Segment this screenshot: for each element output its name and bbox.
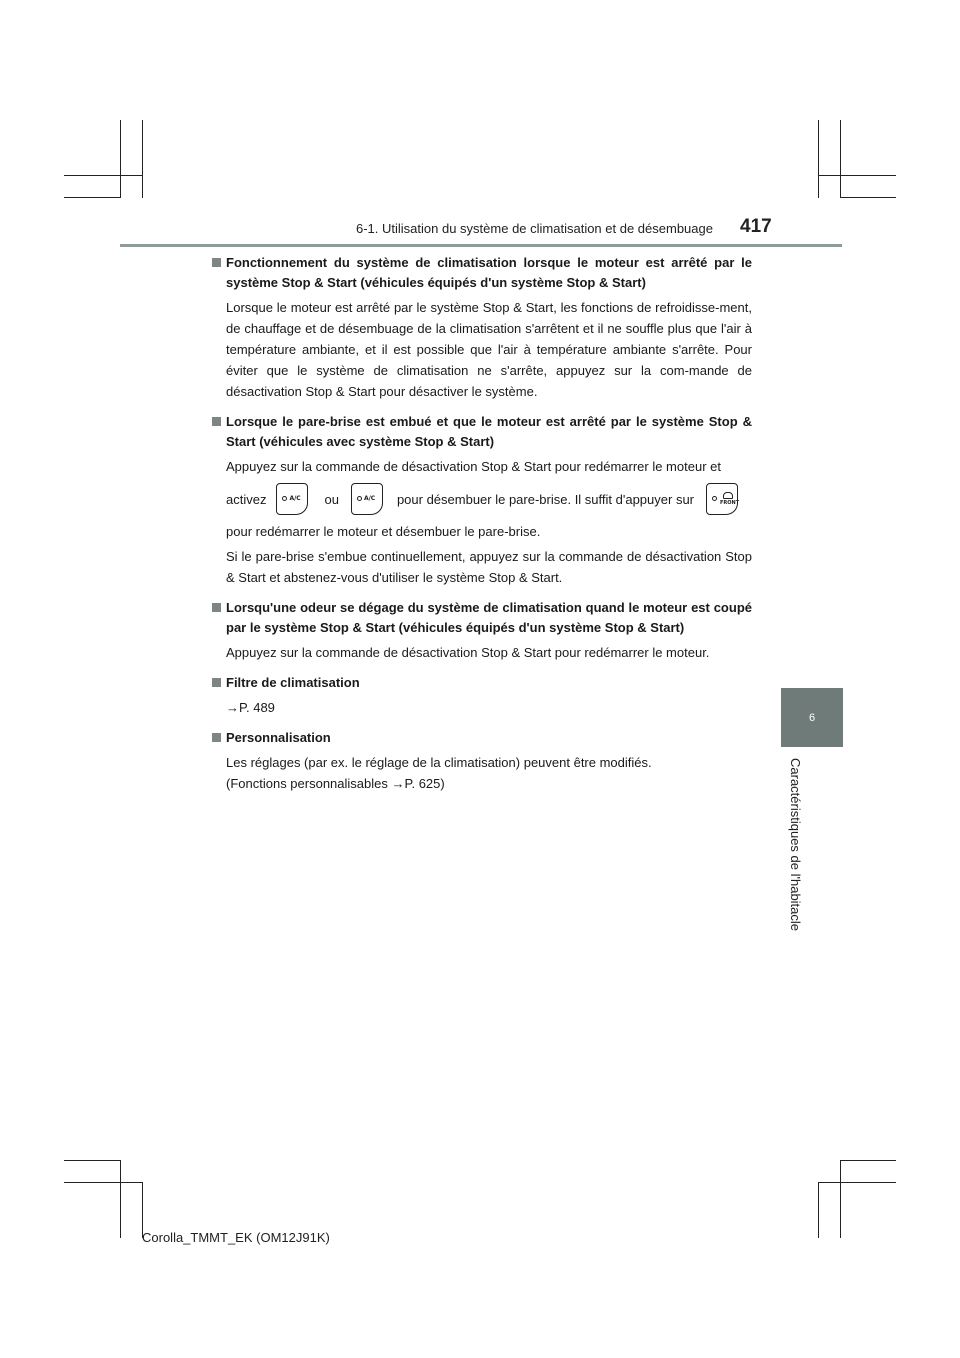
ac-button-icon: A/C [276, 483, 308, 515]
header-rule [120, 244, 842, 247]
section [212, 728, 752, 794]
ou-text: ou [324, 491, 339, 507]
section [212, 673, 752, 718]
instruction-text: pour désembuer le pare-brise. Il suffit d'appuyer sur [396, 491, 695, 507]
page-number: 417 [740, 216, 772, 237]
crop-mark [64, 197, 120, 198]
chapter-tab [781, 688, 843, 747]
button-instruction-line [212, 477, 752, 521]
crop-mark [840, 1160, 896, 1161]
crop-mark [840, 1160, 841, 1238]
section [212, 598, 752, 663]
square-bullet-icon [212, 417, 221, 426]
crop-mark [64, 175, 142, 176]
running-header: 6-1. Utilisation du système de climatisation et de désembuage [356, 221, 713, 236]
chapter-label: Caractéristiques de l'habitacle [788, 758, 803, 932]
activez-text: activez [226, 491, 267, 507]
crop-mark [120, 1160, 121, 1238]
ac-button-icon: A/C [351, 483, 383, 515]
page-reference: (Fonctions personnalisables →P. 625) [226, 776, 445, 791]
crop-mark [840, 197, 896, 198]
crop-mark [64, 1182, 142, 1183]
crop-mark [142, 120, 143, 198]
crop-mark [818, 120, 819, 198]
square-bullet-icon [212, 733, 221, 742]
crop-mark [840, 120, 841, 198]
chapter-number: 6 [808, 712, 816, 724]
section [212, 412, 752, 588]
section-heading: Fonctionnement du système de climatisation lorsque le moteur est arrêté par le système Stop & Start (véhicules équipés d'un système Stop & Start) [212, 253, 752, 293]
square-bullet-icon [212, 603, 221, 612]
crop-mark [120, 120, 121, 198]
document-code: Corolla_TMMT_EK (OM12J91K) [142, 1230, 330, 1245]
section-heading: Personnalisation [212, 728, 752, 748]
square-bullet-icon [212, 678, 221, 687]
crop-mark [818, 175, 896, 176]
section-body: Les réglages (par ex. le réglage de la climatisation) peuvent être modifiés. [226, 755, 652, 770]
section-heading: Lorsqu'une odeur se dégage du système de climatisation quand le moteur est coupé par le système Stop & Start (véhicules équipés d'un système Stop & Start) [212, 598, 752, 638]
page-reference: →P. 489 [226, 700, 275, 715]
section [212, 253, 752, 402]
section-body: Appuyez sur la commande de désactivation Stop & Start pour redémarrer le moteur et [226, 459, 721, 474]
defroster-icon [723, 492, 733, 499]
main-content [212, 253, 752, 804]
section-note: Si le pare-brise s'embue continuellement, appuyez sur la commande de désactivation Stop & Start et abstenez-vous d'utiliser le système Stop & Start. [226, 549, 752, 585]
front-defroster-button-icon: FRONT [706, 483, 738, 515]
section-body: Appuyez sur la commande de désactivation Stop & Start pour redémarrer le moteur. [226, 645, 710, 660]
section-heading: Filtre de climatisation [212, 673, 752, 693]
section-body: pour redémarrer le moteur et désembuer le pare-brise. [226, 524, 541, 539]
section-body: Lorsque le moteur est arrêté par le système Stop & Start, les fonctions de refroidisse-ment, de chauffage et de désembuage de la climatisation s'arrêtent et il ne souffle plus que l'air à température ambiante, et il est possible que l'air à température ambiante s'arrête. Pour éviter que le système de climatisation ne s'arrête, appuyez sur la com-mande de désactivation Stop & Start pour désactiver le système. [226, 300, 752, 399]
square-bullet-icon [212, 258, 221, 267]
section-heading: Lorsque le pare-brise est embué et que le moteur est arrêté par le système Stop & Start (véhicules avec système Stop & Start) [212, 412, 752, 452]
crop-mark [64, 1160, 120, 1161]
crop-mark [818, 1182, 896, 1183]
crop-mark [818, 1182, 819, 1238]
